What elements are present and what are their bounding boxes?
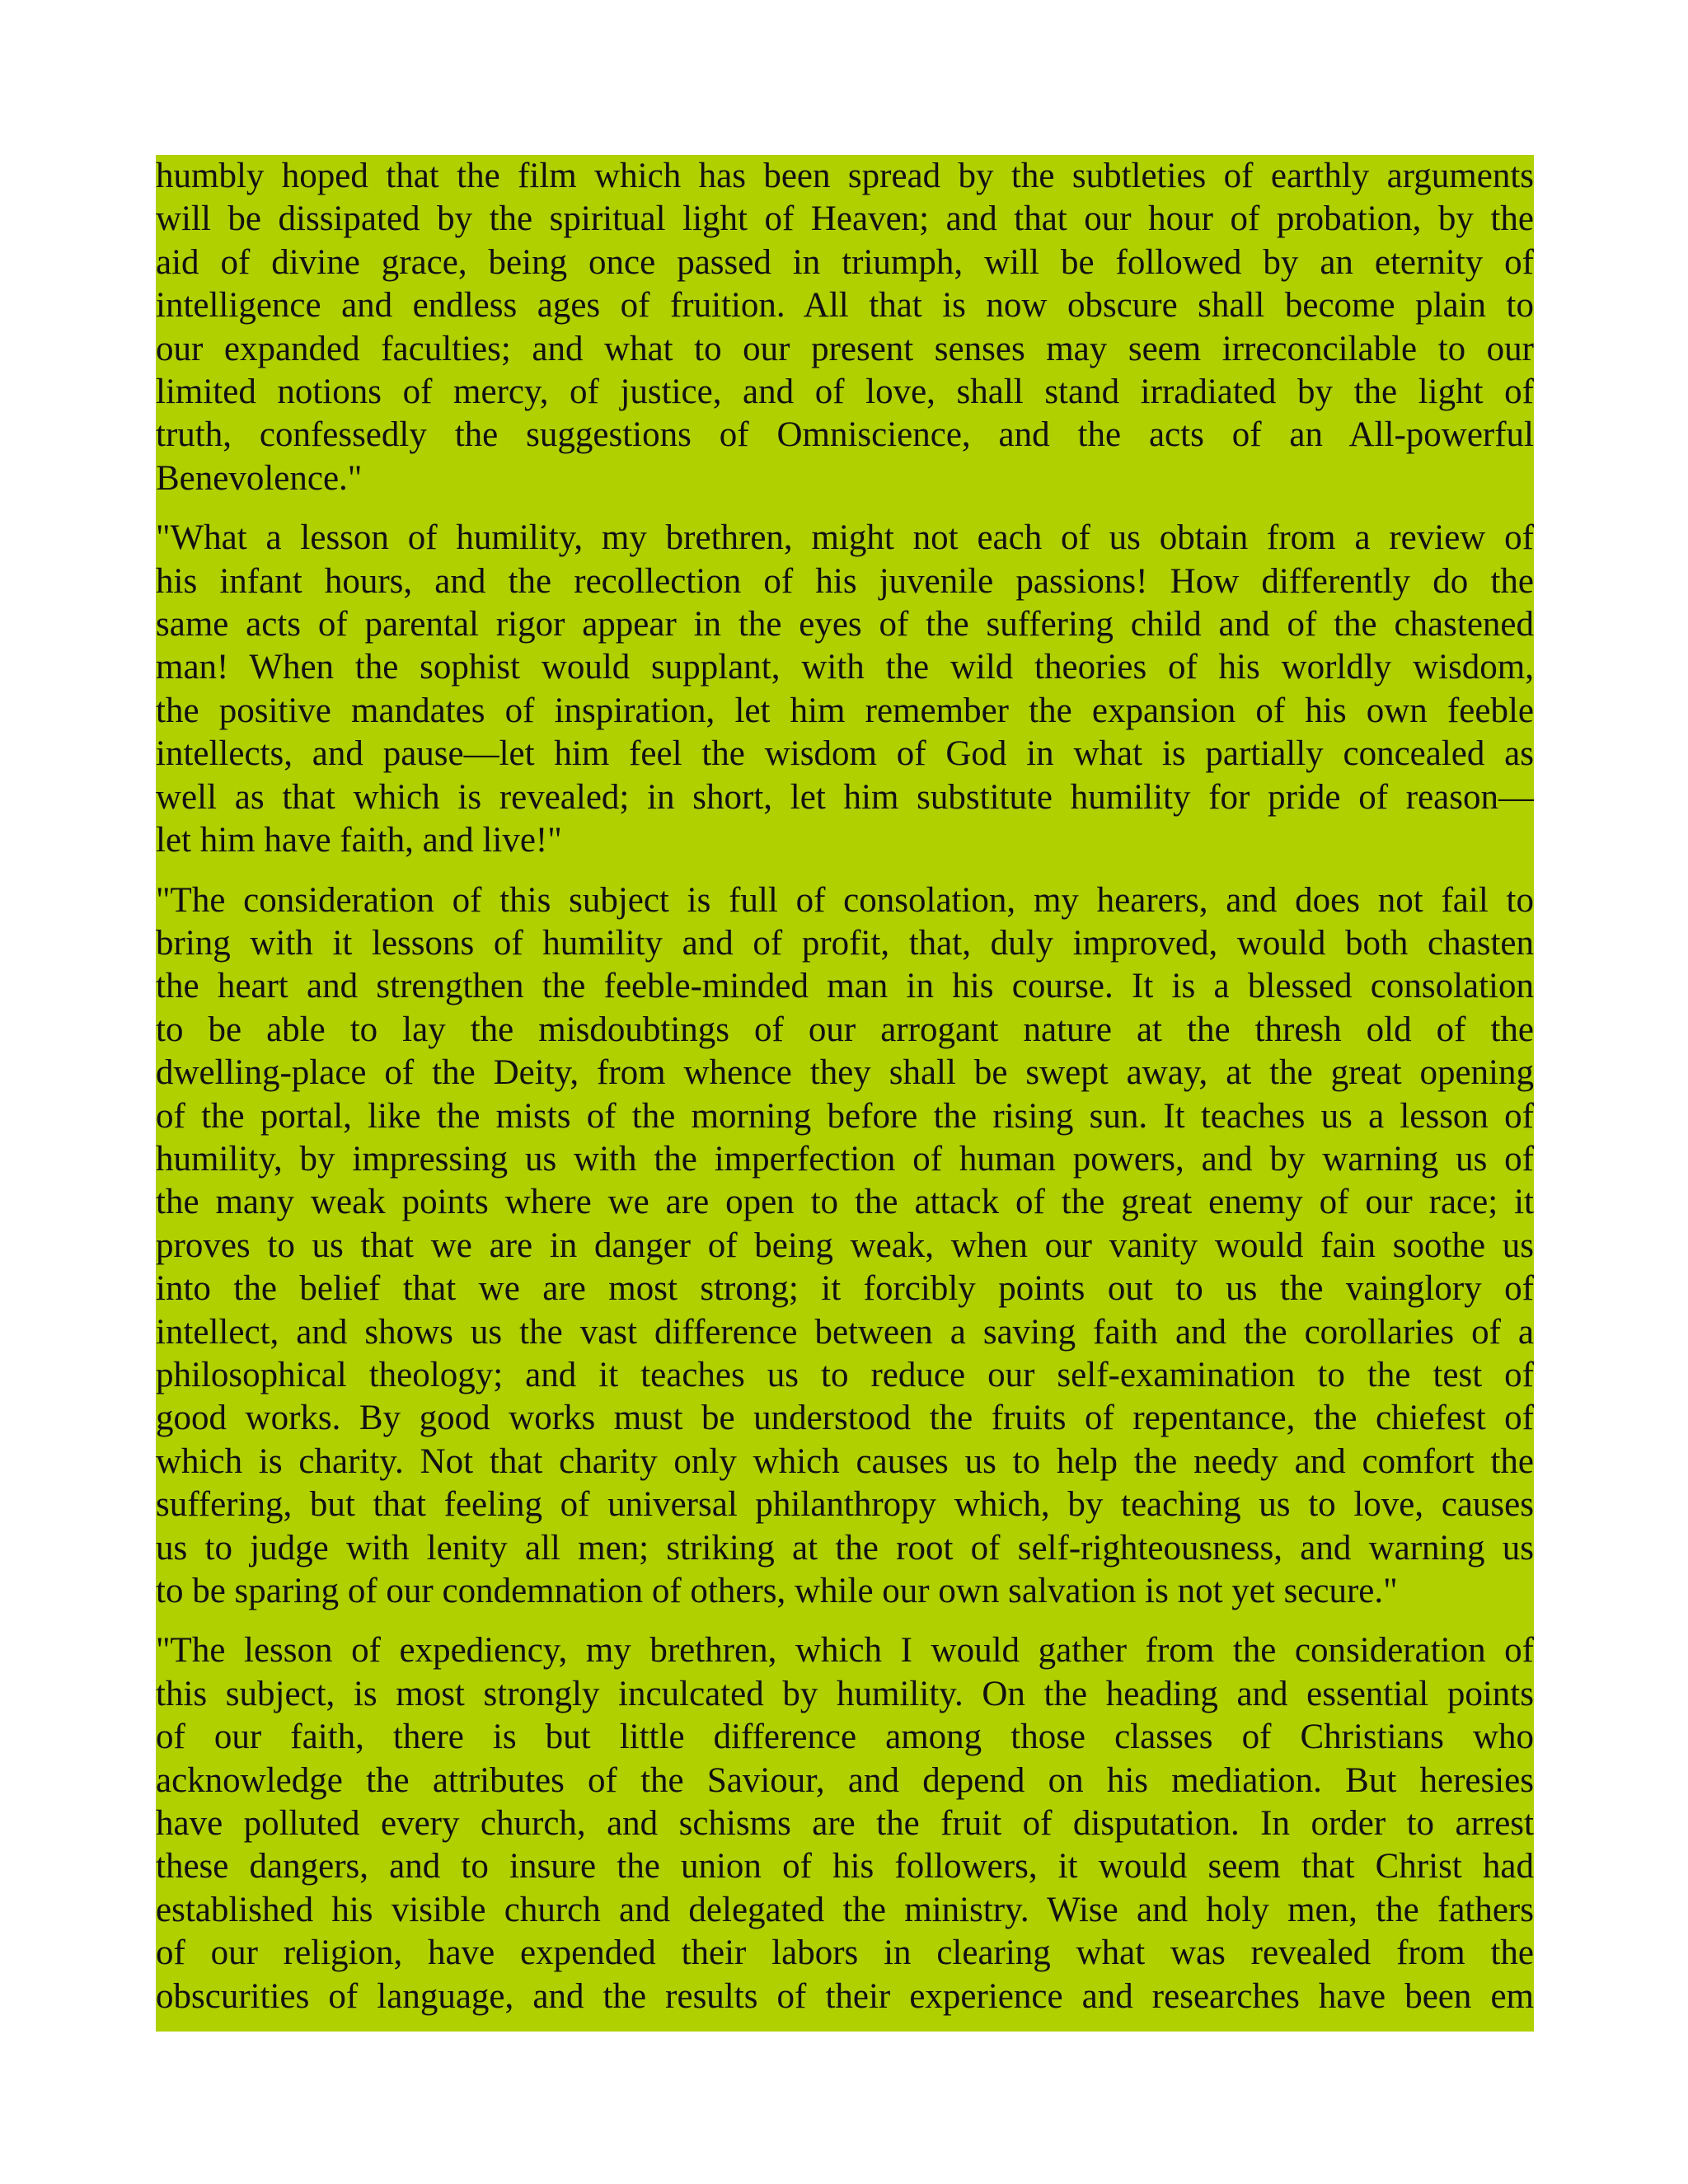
text-line: well as that which is revealed; in short, let him substitute humility for pride of reason— — [156, 777, 1534, 817]
text-line: the many weak points where we are open to the attack of the great enemy of our race; it — [156, 1183, 1534, 1222]
paragraph — [156, 879, 1534, 1614]
text-line: good works. By good works must be understood the fruits of repentance, the chiefest of — [156, 1399, 1534, 1438]
text-line: aid of divine grace, being once passed in triumph, will be followed by an eternity of — [156, 242, 1534, 282]
text-line: let him have faith, and live!" — [156, 821, 562, 860]
text-line: truth, confessedly the suggestions of Omniscience, and the acts of an All-powerful — [156, 415, 1534, 455]
text-line: our expanded faculties; and what to our present senses may seem irreconcilable to our — [156, 329, 1534, 368]
text-line: "The consideration of this subject is full of consolation, my hearers, and does not fail to — [156, 880, 1534, 920]
paragraph — [156, 1629, 1534, 2018]
text-line: his infant hours, and the recollection of his juvenile passions! How differently do the — [156, 561, 1534, 601]
text-line: Benevolence." — [156, 458, 363, 498]
text-line: of our faith, there is but little difference among those classes of Christians who — [156, 1718, 1534, 1757]
text-line: dwelling-place of the Deity, from whence they shall be swept away, at the great opening — [156, 1053, 1534, 1093]
text-block — [156, 155, 1534, 2032]
text-line: proves to us that we are in danger of being weak, when our vanity would fain soothe us — [156, 1226, 1534, 1265]
text-line: limited notions of mercy, of justice, and of love, shall stand irradiated by the light of — [156, 373, 1534, 412]
text-line: us to judge with lenity all men; striking at the root of self-righteousness, and warning us — [156, 1528, 1534, 1568]
text-line: have polluted every church, and schisms are the fruit of disputation. In order to arrest — [156, 1804, 1534, 1844]
paragraph — [156, 517, 1534, 862]
text-line: these dangers, and to insure the union of his followers, it would seem that Christ had — [156, 1847, 1534, 1886]
text-line: the heart and strengthen the feeble-minded man in his course. It is a blessed consolation — [156, 967, 1534, 1006]
text-line: which is charity. Not that charity only which causes us to help the needy and comfort the — [156, 1441, 1534, 1481]
text-line: acknowledge the attributes of the Saviour, and depend on his mediation. But heresies — [156, 1760, 1534, 1800]
text-line: of the portal, like the mists of the morning before the rising sun. It teaches us a lesson of — [156, 1096, 1534, 1136]
text-line: this subject, is most strongly inculcated by humility. On the heading and essential points — [156, 1674, 1534, 1713]
text-line: "The lesson of expediency, my brethren, which I would gather from the consideration of — [156, 1631, 1534, 1671]
text-line: "What a lesson of humility, my brethren, might not each of us obtain from a review of — [156, 518, 1534, 558]
text-line: intellects, and pause—let him feel the wisdom of God in what is partially concealed as — [156, 734, 1534, 774]
text-line: into the belief that we are most strong; it forcibly points out to us the vainglory of — [156, 1269, 1534, 1309]
text-line: intelligence and endless ages of fruition. All that is now obscure shall become plain to — [156, 286, 1534, 326]
text-line: philosophical theology; and it teaches us to reduce our self-examination to the test of — [156, 1355, 1534, 1394]
text-line: humility, by impressing us with the imperfection of human powers, and by warning us of — [156, 1139, 1534, 1179]
text-line: same acts of parental rigor appear in the eyes of the suffering child and of the chastened — [156, 605, 1534, 644]
text-line: man! When the sophist would supplant, with the wild theories of his worldly wisdom, — [156, 648, 1534, 687]
text-line: will be dissipated by the spiritual light of Heaven; and that our hour of probation, by the — [156, 199, 1534, 239]
text-line: bring with it lessons of humility and of profit, that, duly improved, would both chasten — [156, 923, 1534, 963]
text-line: obscurities of language, and the results of their experience and researches have been em — [156, 1976, 1534, 2016]
paragraph — [156, 155, 1534, 500]
text-line: suffering, but that feeling of universal philanthropy which, by teaching us to love, causes — [156, 1485, 1534, 1525]
text-line: established his visible church and delegated the ministry. Wise and holy men, the fathers — [156, 1890, 1534, 1929]
text-line: the positive mandates of inspiration, let him remember the expansion of his own feeble — [156, 691, 1534, 730]
text-line: humbly hoped that the film which has been spread by the subtleties of earthly arguments — [156, 157, 1534, 195]
text-line: to be able to lay the misdoubtings of our arrogant nature at the thresh old of the — [156, 1010, 1534, 1049]
text-line: to be sparing of our condemnation of others, while our own salvation is not yet secure." — [156, 1572, 1398, 1610]
text-line: of our religion, have expended their labors in clearing what was revealed from the — [156, 1933, 1534, 1973]
text-line: intellect, and shows us the vast difference between a saving faith and the corollaries of a — [156, 1312, 1534, 1352]
